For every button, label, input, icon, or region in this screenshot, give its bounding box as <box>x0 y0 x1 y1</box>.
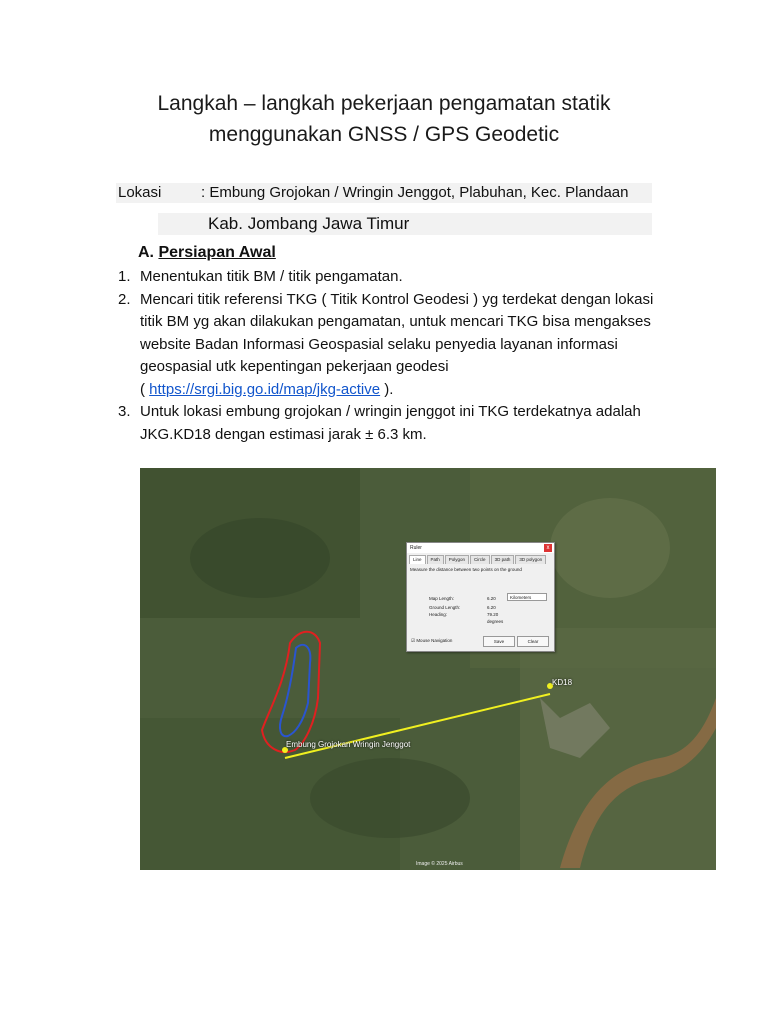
map-label-start: Embung Grojokan Wringin Jenggot <box>286 740 411 749</box>
ruler-tabs <box>407 553 554 564</box>
ruler-description: Measure the distance between two points on the ground <box>410 567 522 572</box>
item-number: 2. <box>118 290 131 308</box>
link-open: ( <box>140 380 150 398</box>
heading-label: Heading: <box>429 612 448 617</box>
tab-circle[interactable]: Circle <box>470 555 490 564</box>
ground-length-value: 6.20 <box>487 605 496 610</box>
list-item <box>118 266 658 289</box>
item-text: Untuk lokasi embung grojokan / wringin jenggot ini TKG terdekatnya adalah JKG.KD18 dengan estimasi jarak ± 6.3 km. <box>140 403 641 443</box>
tab-path[interactable]: Path <box>427 555 444 564</box>
page-title <box>0 88 768 150</box>
checkbox-icon: ☑ <box>411 638 416 643</box>
link-close: ). <box>380 380 394 398</box>
lokasi-value: : Embung Grojokan / Wringin Jenggot, Plabuhan, Kec. Plandaan <box>201 184 629 201</box>
tab-polygon[interactable]: Polygon <box>445 555 469 564</box>
ground-length-label: Ground Length: <box>429 605 461 610</box>
heading-row <box>429 611 504 624</box>
title-line-1: Langkah – langkah pekerjaan pengamatan statik <box>157 92 611 115</box>
map-length-row <box>429 595 496 602</box>
mouse-navigation-label: Mouse Navigation <box>416 638 453 643</box>
map-length-value: 6.20 <box>487 596 496 601</box>
item-text: Mencari titik referensi TKG ( Titik Kontrol Geodesi ) yg terdekat dengan lokasi titik BM yg akan dilakukan pengamatan, untuk mencari TKG bisa mengakses website Badan Informasi Geospasial selaku penyedia layanan informasi geospasial utk kepentingan pekerjaan geodesi <box>140 290 654 375</box>
item-text: Menentukan titik BM / titik pengamatan. <box>140 268 403 285</box>
save-button[interactable]: Save <box>483 636 515 647</box>
section-title: Persiapan Awal <box>158 244 276 261</box>
lokasi-value-2: Kab. Jombang Jawa Timur <box>208 214 410 233</box>
heading-value: 79.20 degrees <box>487 612 504 624</box>
map-credit: Image © 2025 Airbus <box>416 861 463 867</box>
list-item <box>118 289 658 402</box>
tab-3d-path[interactable]: 3D path <box>491 555 515 564</box>
item-number: 3. <box>118 403 131 420</box>
tab-3d-polygon[interactable]: 3D polygon <box>515 555 546 564</box>
lokasi-row <box>116 183 652 203</box>
srgi-link[interactable]: https://srgi.big.go.id/map/jkg-active <box>149 380 381 398</box>
satellite-map-image <box>140 468 716 870</box>
ruler-dialog <box>406 542 555 652</box>
close-icon[interactable]: x <box>544 544 552 552</box>
lokasi-label: Lokasi <box>118 184 162 201</box>
map-label-end: KD18 <box>552 678 573 687</box>
list-item <box>118 401 658 446</box>
ruler-title: Ruler <box>407 543 554 553</box>
section-letter: A. <box>138 244 154 261</box>
map-length-label: Map Length: <box>429 596 455 601</box>
item-number: 1. <box>118 268 131 285</box>
tab-line[interactable]: Line <box>409 555 426 564</box>
lokasi-row-2 <box>158 213 652 235</box>
title-line-2: menggunakan GNSS / GPS Geodetic <box>208 123 560 146</box>
ground-length-row <box>429 604 496 611</box>
clear-button[interactable]: Clear <box>517 636 549 647</box>
unit-select[interactable]: Kilometers <box>507 593 547 601</box>
section-heading <box>138 244 276 262</box>
map-graphic <box>140 468 716 870</box>
steps-list <box>118 266 658 446</box>
mouse-navigation-checkbox[interactable] <box>411 637 452 644</box>
